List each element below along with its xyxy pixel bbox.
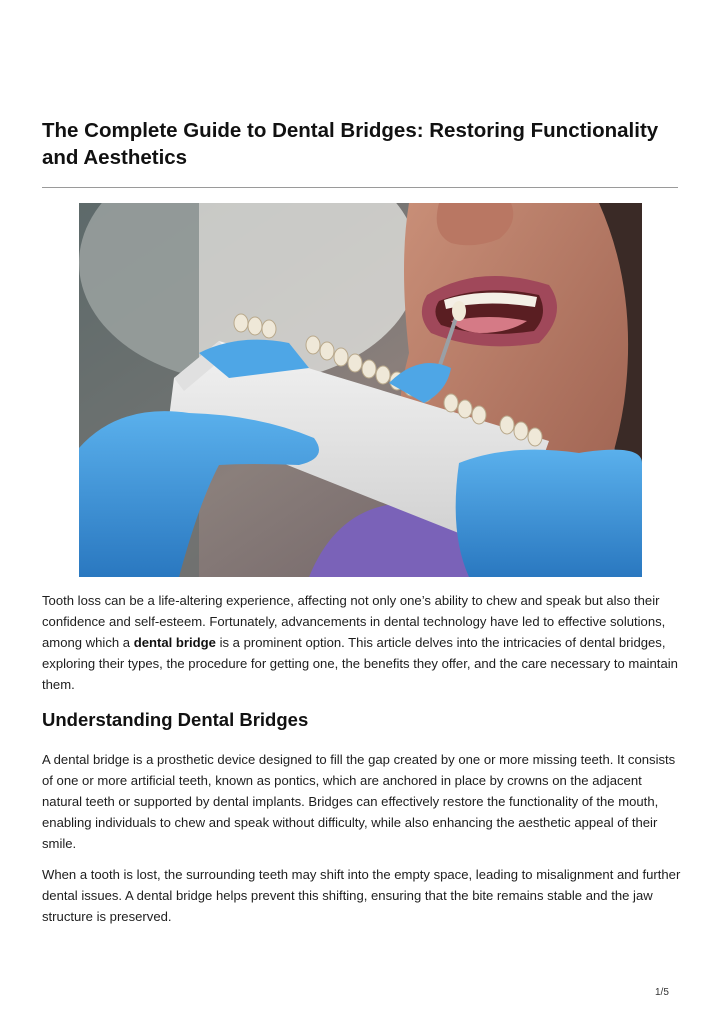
intro-paragraph [42, 591, 682, 696]
title-divider [42, 187, 678, 188]
intro-text-after: is a prominent option. This article delves into the intricacies of dental bridges, exploring their types, the procedure for getting one, the benefits they offer, and the care necessary to maintain them. [42, 634, 678, 692]
section-paragraph-1: A dental bridge is a prosthetic device designed to fill the gap created by one or more missing teeth. It consists of one or more artificial teeth, known as pontics, which are anchored in place by crowns on the adjacent natural teeth or supported by dental implants. Bridges can effectively restore the functionality of the mouth, enabling individuals to chew and speak without difficulty, while also enhancing the aesthetic appeal of their smile. [42, 752, 676, 851]
page-number: 1/5 [655, 987, 669, 998]
article-title: The Complete Guide to Dental Bridges: Restoring Functionality and Aesthetics [42, 119, 659, 169]
intro-text-before: Tooth loss can be a life-altering experience, affecting not only one’s ability to chew and speak but also their confidence and self-esteem. Fortunately, advancements in dental technology have led to effective solutions, among which a [42, 593, 666, 650]
section-heading: Understanding Dental Bridges [42, 709, 309, 730]
dental-bridge-keyword: dental bridge [133, 634, 216, 650]
section-paragraph-2: When a tooth is lost, the surrounding teeth may shift into the empty space, leading to misalignment and further dental issues. A dental bridge helps prevent this shifting, ensuring that the bite remains stable and the jaw structure is preserved. [42, 867, 681, 924]
hero-image [79, 203, 642, 577]
